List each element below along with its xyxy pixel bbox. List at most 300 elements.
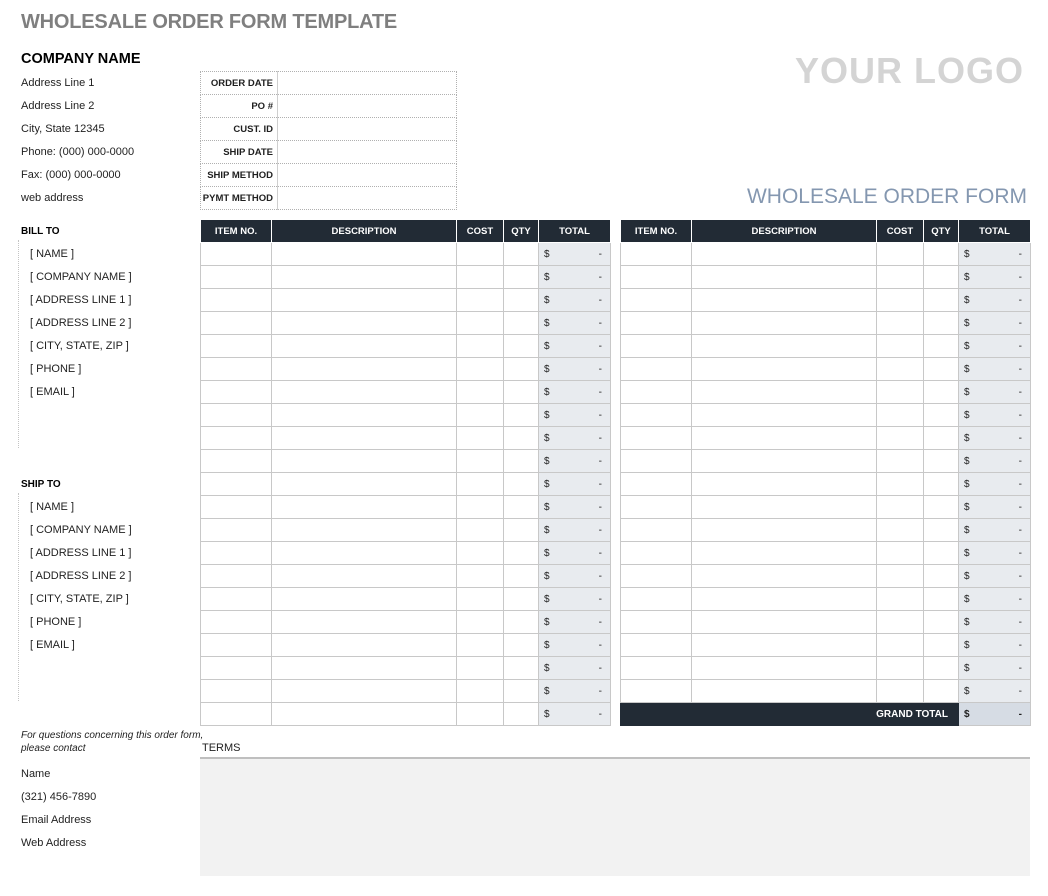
- cost-cell[interactable]: [457, 358, 504, 381]
- cost-cell[interactable]: [457, 427, 504, 450]
- currency-symbol: $: [544, 662, 550, 674]
- qty-cell[interactable]: [924, 473, 959, 496]
- description-cell[interactable]: [692, 404, 877, 427]
- currency-symbol: $: [544, 248, 550, 260]
- cost-cell[interactable]: [457, 381, 504, 404]
- contact-email: Email Address: [21, 814, 92, 826]
- order-date-label: ORDER DATE: [201, 72, 278, 95]
- total-cell: [539, 588, 611, 611]
- item-no-cell[interactable]: [201, 358, 272, 381]
- cost-cell[interactable]: [877, 312, 924, 335]
- item-no-cell[interactable]: [201, 496, 272, 519]
- order-info-row: [201, 95, 457, 118]
- table-row: [201, 680, 611, 703]
- ship-to-address-2[interactable]: [ ADDRESS LINE 2 ]: [30, 570, 132, 582]
- line-total: -: [598, 547, 602, 559]
- customer-id-field[interactable]: [278, 118, 457, 141]
- table-row: [621, 473, 1031, 496]
- qty-cell[interactable]: [504, 496, 539, 519]
- ship-to-phone[interactable]: [ PHONE ]: [30, 616, 82, 628]
- total-cell: [539, 634, 611, 657]
- line-total: -: [598, 363, 602, 375]
- ship-method-field[interactable]: [278, 164, 457, 187]
- cost-cell[interactable]: [457, 611, 504, 634]
- currency-symbol: $: [964, 478, 970, 490]
- currency-symbol: $: [544, 363, 550, 375]
- grand-total-row: [621, 703, 1031, 726]
- ship-to-address-1[interactable]: [ ADDRESS LINE 1 ]: [30, 547, 132, 559]
- currency-symbol: $: [964, 501, 970, 513]
- item-no-cell[interactable]: [621, 427, 692, 450]
- company-phone: Phone: (000) 000-0000: [21, 146, 135, 158]
- ship-method-label: SHIP METHOD: [201, 164, 278, 187]
- cost-cell[interactable]: [457, 657, 504, 680]
- currency-symbol: $: [544, 455, 550, 467]
- total-cell: [959, 565, 1031, 588]
- qty-cell[interactable]: [924, 565, 959, 588]
- qty-cell[interactable]: [924, 404, 959, 427]
- cost-cell[interactable]: [877, 427, 924, 450]
- line-total: -: [598, 455, 602, 467]
- qty-cell[interactable]: [504, 450, 539, 473]
- description-cell[interactable]: [692, 312, 877, 335]
- table-row: [201, 335, 611, 358]
- cost-cell[interactable]: [457, 289, 504, 312]
- qty-cell[interactable]: [924, 611, 959, 634]
- cost-cell[interactable]: [457, 450, 504, 473]
- description-cell[interactable]: [692, 427, 877, 450]
- item-no-cell[interactable]: [621, 312, 692, 335]
- item-no-cell[interactable]: [201, 473, 272, 496]
- line-total: -: [598, 524, 602, 536]
- line-total: -: [598, 478, 602, 490]
- qty-cell[interactable]: [504, 657, 539, 680]
- qty-cell[interactable]: [924, 427, 959, 450]
- total-cell: [959, 611, 1031, 634]
- item-no-cell[interactable]: [201, 703, 272, 726]
- cost-cell[interactable]: [457, 266, 504, 289]
- order-date-field[interactable]: [278, 72, 457, 95]
- item-no-cell[interactable]: [621, 335, 692, 358]
- description-cell[interactable]: [272, 335, 457, 358]
- bill-to-email[interactable]: [ EMAIL ]: [30, 386, 75, 398]
- total-cell: [539, 703, 611, 726]
- line-total: -: [598, 639, 602, 651]
- cost-cell[interactable]: [877, 542, 924, 565]
- item-no-cell[interactable]: [621, 588, 692, 611]
- contact-name: Name: [21, 768, 51, 780]
- item-no-cell[interactable]: [201, 565, 272, 588]
- table-row: [201, 289, 611, 312]
- description-cell[interactable]: [272, 289, 457, 312]
- form-heading: WHOLESALE ORDER FORM: [746, 185, 1027, 208]
- description-cell[interactable]: [692, 634, 877, 657]
- qty-cell[interactable]: [504, 404, 539, 427]
- cost-cell[interactable]: [877, 404, 924, 427]
- item-no-cell[interactable]: [201, 243, 272, 266]
- cost-header: COST: [877, 220, 924, 243]
- description-cell[interactable]: [692, 565, 877, 588]
- qty-cell[interactable]: [504, 611, 539, 634]
- description-cell[interactable]: [692, 473, 877, 496]
- table-row: [621, 634, 1031, 657]
- qty-cell[interactable]: [504, 243, 539, 266]
- questions-note: [21, 729, 203, 755]
- po-number-label: PO #: [201, 95, 278, 118]
- order-info-row: [201, 164, 457, 187]
- description-cell[interactable]: [692, 680, 877, 703]
- description-cell[interactable]: [272, 519, 457, 542]
- line-total: -: [598, 708, 602, 720]
- bill-to-address-2[interactable]: [ ADDRESS LINE 2 ]: [30, 317, 132, 329]
- qty-cell[interactable]: [924, 680, 959, 703]
- cost-cell[interactable]: [877, 519, 924, 542]
- description-cell[interactable]: [272, 611, 457, 634]
- currency-symbol: $: [544, 570, 550, 582]
- item-no-cell[interactable]: [201, 312, 272, 335]
- item-no-cell[interactable]: [621, 358, 692, 381]
- currency-symbol: $: [964, 593, 970, 605]
- item-no-cell[interactable]: [621, 565, 692, 588]
- total-cell: [539, 542, 611, 565]
- description-cell[interactable]: [272, 634, 457, 657]
- cost-cell[interactable]: [457, 680, 504, 703]
- item-no-cell[interactable]: [621, 266, 692, 289]
- currency-symbol: $: [544, 685, 550, 697]
- item-no-cell[interactable]: [621, 542, 692, 565]
- qty-cell[interactable]: [924, 496, 959, 519]
- line-total: -: [598, 294, 602, 306]
- ship-to-email[interactable]: [ EMAIL ]: [30, 639, 75, 651]
- cost-cell[interactable]: [877, 611, 924, 634]
- description-cell[interactable]: [272, 657, 457, 680]
- cost-cell[interactable]: [457, 634, 504, 657]
- ship-to-city-state-zip[interactable]: [ CITY, STATE, ZIP ]: [30, 593, 129, 605]
- cost-cell[interactable]: [877, 266, 924, 289]
- terms-input-area[interactable]: [200, 757, 1030, 876]
- total-cell: [959, 427, 1031, 450]
- currency-symbol: $: [964, 639, 970, 651]
- description-cell[interactable]: [272, 358, 457, 381]
- bill-to-label: BILL TO: [21, 226, 60, 237]
- qty-cell[interactable]: [504, 565, 539, 588]
- item-no-cell[interactable]: [201, 657, 272, 680]
- table-row: [621, 243, 1031, 266]
- item-no-cell[interactable]: [201, 404, 272, 427]
- total-cell: [539, 289, 611, 312]
- total-cell: [959, 381, 1031, 404]
- grand-total-value: [959, 703, 1031, 726]
- item-no-header: ITEM NO.: [621, 220, 692, 243]
- currency-symbol: $: [544, 409, 550, 421]
- description-cell[interactable]: [272, 680, 457, 703]
- cost-cell[interactable]: [457, 312, 504, 335]
- cost-cell[interactable]: [877, 335, 924, 358]
- table-row: [621, 358, 1031, 381]
- item-no-cell[interactable]: [201, 611, 272, 634]
- currency-symbol: $: [964, 455, 970, 467]
- qty-cell[interactable]: [924, 358, 959, 381]
- item-no-cell[interactable]: [621, 611, 692, 634]
- line-total: -: [1018, 616, 1022, 628]
- cost-cell[interactable]: [457, 404, 504, 427]
- qty-cell[interactable]: [924, 381, 959, 404]
- qty-cell[interactable]: [504, 519, 539, 542]
- total-cell: [539, 335, 611, 358]
- qty-cell[interactable]: [504, 588, 539, 611]
- line-total: -: [1018, 248, 1022, 260]
- cost-cell[interactable]: [877, 450, 924, 473]
- description-cell[interactable]: [692, 381, 877, 404]
- table-row: [621, 427, 1031, 450]
- item-no-cell[interactable]: [621, 473, 692, 496]
- currency-symbol: $: [544, 547, 550, 559]
- total-cell: [539, 496, 611, 519]
- cost-cell[interactable]: [877, 243, 924, 266]
- description-cell[interactable]: [692, 335, 877, 358]
- line-total: -: [598, 340, 602, 352]
- qty-cell[interactable]: [504, 266, 539, 289]
- item-no-cell[interactable]: [201, 335, 272, 358]
- table-row: [201, 473, 611, 496]
- cost-cell[interactable]: [457, 542, 504, 565]
- line-total: -: [598, 386, 602, 398]
- item-no-cell[interactable]: [201, 634, 272, 657]
- description-cell[interactable]: [692, 266, 877, 289]
- item-no-cell[interactable]: [621, 381, 692, 404]
- qty-cell[interactable]: [504, 680, 539, 703]
- table-row: [621, 611, 1031, 634]
- currency-symbol: $: [964, 363, 970, 375]
- qty-cell[interactable]: [504, 335, 539, 358]
- total-cell: [959, 588, 1031, 611]
- cost-cell[interactable]: [877, 565, 924, 588]
- item-no-cell[interactable]: [621, 519, 692, 542]
- cost-cell[interactable]: [877, 588, 924, 611]
- currency-symbol: $: [544, 432, 550, 444]
- qty-cell[interactable]: [504, 634, 539, 657]
- qty-cell[interactable]: [504, 473, 539, 496]
- payment-method-field[interactable]: [278, 187, 457, 210]
- qty-header: QTY: [504, 220, 539, 243]
- line-total: -: [1018, 386, 1022, 398]
- qty-cell[interactable]: [504, 381, 539, 404]
- table-row: [201, 542, 611, 565]
- description-cell[interactable]: [272, 473, 457, 496]
- item-no-cell[interactable]: [621, 680, 692, 703]
- ship-to-name[interactable]: [ NAME ]: [30, 501, 75, 513]
- total-cell: [539, 266, 611, 289]
- description-cell[interactable]: [692, 657, 877, 680]
- description-cell[interactable]: [272, 312, 457, 335]
- description-cell[interactable]: [272, 703, 457, 726]
- total-cell: [959, 473, 1031, 496]
- bill-to-phone[interactable]: [ PHONE ]: [30, 363, 82, 375]
- description-cell[interactable]: [272, 542, 457, 565]
- cost-cell[interactable]: [877, 358, 924, 381]
- cost-cell[interactable]: [457, 335, 504, 358]
- line-total: -: [598, 616, 602, 628]
- cost-cell[interactable]: [457, 703, 504, 726]
- line-total: -: [1018, 501, 1022, 513]
- total-cell: [959, 542, 1031, 565]
- table-row: [201, 381, 611, 404]
- item-no-header: ITEM NO.: [201, 220, 272, 243]
- total-cell: [959, 519, 1031, 542]
- order-info-row: [201, 187, 457, 210]
- qty-cell[interactable]: [924, 634, 959, 657]
- item-no-cell[interactable]: [201, 542, 272, 565]
- bill-to-name[interactable]: [ NAME ]: [30, 248, 75, 260]
- qty-cell[interactable]: [504, 358, 539, 381]
- cost-cell[interactable]: [877, 473, 924, 496]
- currency-symbol: $: [544, 271, 550, 283]
- description-cell[interactable]: [272, 450, 457, 473]
- qty-cell[interactable]: [924, 519, 959, 542]
- cost-cell[interactable]: [877, 289, 924, 312]
- line-total: -: [1018, 363, 1022, 375]
- table-row: [621, 565, 1031, 588]
- qty-cell[interactable]: [924, 289, 959, 312]
- table-row: [201, 404, 611, 427]
- questions-note-line-1: For questions concerning this order form,: [21, 730, 204, 741]
- item-no-cell[interactable]: [201, 289, 272, 312]
- company-address-line-2: Address Line 2: [21, 100, 95, 112]
- qty-header: QTY: [924, 220, 959, 243]
- description-cell[interactable]: [272, 427, 457, 450]
- items-table-left: [200, 219, 611, 726]
- item-no-cell[interactable]: [621, 634, 692, 657]
- cost-cell[interactable]: [457, 588, 504, 611]
- currency-symbol: $: [544, 294, 550, 306]
- company-fax: Fax: (000) 000-0000: [21, 169, 121, 181]
- qty-cell[interactable]: [924, 243, 959, 266]
- cost-cell[interactable]: [877, 381, 924, 404]
- cost-cell[interactable]: [877, 680, 924, 703]
- currency-symbol: $: [544, 593, 550, 605]
- cost-cell[interactable]: [877, 634, 924, 657]
- currency-symbol: $: [964, 294, 970, 306]
- qty-cell[interactable]: [504, 312, 539, 335]
- item-no-cell[interactable]: [621, 289, 692, 312]
- items-header-row: [621, 220, 1031, 243]
- currency-symbol: $: [544, 317, 550, 329]
- description-cell[interactable]: [272, 381, 457, 404]
- item-no-cell[interactable]: [201, 381, 272, 404]
- cost-cell[interactable]: [457, 519, 504, 542]
- cost-cell[interactable]: [457, 496, 504, 519]
- qty-cell[interactable]: [924, 542, 959, 565]
- total-cell: [959, 335, 1031, 358]
- line-total: -: [1018, 294, 1022, 306]
- currency-symbol: $: [544, 501, 550, 513]
- ship-date-field[interactable]: [278, 141, 457, 164]
- table-row: [621, 381, 1031, 404]
- line-total: -: [598, 248, 602, 260]
- po-number-field[interactable]: [278, 95, 457, 118]
- qty-cell[interactable]: [924, 312, 959, 335]
- item-no-cell[interactable]: [201, 588, 272, 611]
- bill-to-address-1[interactable]: [ ADDRESS LINE 1 ]: [30, 294, 132, 306]
- description-cell[interactable]: [692, 496, 877, 519]
- description-cell[interactable]: [692, 289, 877, 312]
- item-no-cell[interactable]: [621, 657, 692, 680]
- payment-method-label: PYMT METHOD: [201, 187, 278, 210]
- qty-cell[interactable]: [504, 542, 539, 565]
- total-cell: [539, 381, 611, 404]
- qty-cell[interactable]: [504, 427, 539, 450]
- item-no-cell[interactable]: [201, 680, 272, 703]
- description-cell[interactable]: [272, 496, 457, 519]
- cost-cell[interactable]: [457, 473, 504, 496]
- item-no-cell[interactable]: [201, 519, 272, 542]
- table-row: [201, 427, 611, 450]
- currency-symbol: $: [964, 662, 970, 674]
- line-total: -: [1018, 524, 1022, 536]
- cost-cell[interactable]: [877, 496, 924, 519]
- description-cell[interactable]: [272, 588, 457, 611]
- description-cell[interactable]: [692, 243, 877, 266]
- currency-symbol: $: [964, 547, 970, 559]
- cost-cell[interactable]: [457, 565, 504, 588]
- total-cell: [959, 266, 1031, 289]
- total-cell: [539, 404, 611, 427]
- total-header: TOTAL: [539, 220, 611, 243]
- qty-cell[interactable]: [504, 289, 539, 312]
- description-cell[interactable]: [692, 450, 877, 473]
- total-cell: [539, 473, 611, 496]
- item-no-cell[interactable]: [621, 450, 692, 473]
- qty-cell[interactable]: [924, 588, 959, 611]
- table-row: [201, 565, 611, 588]
- qty-cell[interactable]: [924, 450, 959, 473]
- bill-to-city-state-zip[interactable]: [ CITY, STATE, ZIP ]: [30, 340, 129, 352]
- item-no-cell[interactable]: [621, 404, 692, 427]
- line-total: -: [598, 271, 602, 283]
- description-cell[interactable]: [692, 611, 877, 634]
- qty-cell[interactable]: [924, 335, 959, 358]
- table-row: [621, 312, 1031, 335]
- description-cell[interactable]: [692, 542, 877, 565]
- contact-web-address: Web Address: [21, 837, 87, 849]
- bill-to-company[interactable]: [ COMPANY NAME ]: [30, 271, 132, 283]
- qty-cell[interactable]: [924, 266, 959, 289]
- cost-cell[interactable]: [877, 657, 924, 680]
- description-cell[interactable]: [272, 266, 457, 289]
- total-cell: [539, 519, 611, 542]
- qty-cell[interactable]: [504, 703, 539, 726]
- item-no-cell[interactable]: [201, 450, 272, 473]
- description-cell[interactable]: [692, 519, 877, 542]
- description-cell[interactable]: [272, 565, 457, 588]
- page-title: WHOLESALE ORDER FORM TEMPLATE: [21, 11, 398, 33]
- table-row: [201, 266, 611, 289]
- item-no-cell[interactable]: [621, 496, 692, 519]
- description-cell[interactable]: [272, 243, 457, 266]
- item-no-cell[interactable]: [201, 266, 272, 289]
- items-header-row: [201, 220, 611, 243]
- item-no-cell[interactable]: [621, 243, 692, 266]
- currency-symbol: $: [544, 708, 550, 720]
- description-cell[interactable]: [272, 404, 457, 427]
- item-no-cell[interactable]: [201, 427, 272, 450]
- qty-cell[interactable]: [924, 657, 959, 680]
- cost-cell[interactable]: [457, 243, 504, 266]
- description-cell[interactable]: [692, 588, 877, 611]
- description-cell[interactable]: [692, 358, 877, 381]
- ship-to-company[interactable]: [ COMPANY NAME ]: [30, 524, 132, 536]
- table-row: [621, 335, 1031, 358]
